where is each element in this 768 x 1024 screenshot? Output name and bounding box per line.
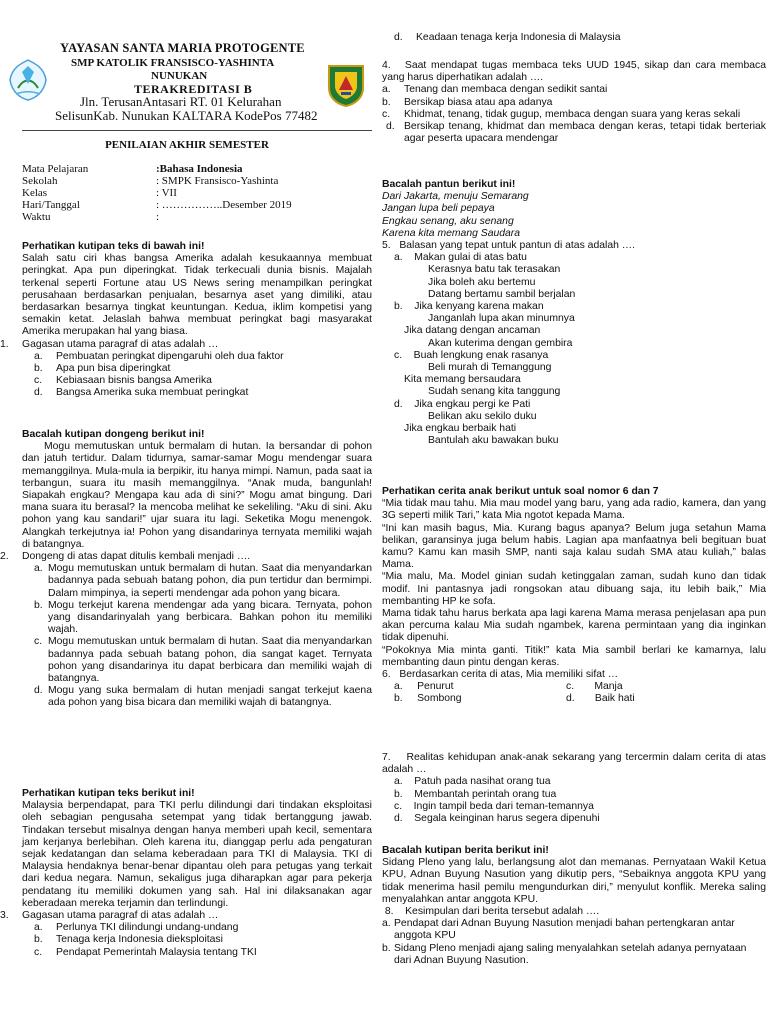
- option[interactable]: [382, 109, 766, 121]
- option-text: Tenaga kerja Indonesia dieksploitasi: [56, 934, 223, 946]
- option-text: Patuh pada nasihat orang tua: [414, 776, 551, 788]
- option-line: Jika kenyang karena makan: [414, 301, 544, 313]
- info-row: [22, 211, 292, 223]
- info-label: Sekolah: [22, 175, 58, 187]
- option[interactable]: [382, 97, 766, 109]
- option-text: Kebiasaan bisnis bangsa Amerika: [56, 375, 212, 387]
- option-line: Sudah senang kita tanggung: [428, 386, 561, 398]
- section-heading: Perhatikan kutipan teks berikut ini!: [22, 788, 195, 799]
- option-text: Khidmat, tenang, tidak gugup, membaca dengan suara yang keras sekali: [404, 108, 741, 120]
- option-row: [382, 681, 766, 693]
- option-line: Buah lengkung enak rasanya: [413, 349, 549, 361]
- option-text: Tenang dan membaca dengan sedikit santai: [404, 84, 608, 96]
- section-heading: Bacalah pantun berikut ini!: [382, 179, 516, 190]
- option[interactable]: [22, 563, 372, 600]
- option[interactable]: [22, 636, 372, 685]
- option-text: Bangsa Amerika suka membuat peringkat: [56, 387, 249, 399]
- info-label: Waktu: [22, 211, 51, 223]
- section-heading: Perhatikan cerita anak berikut untuk soal nomor 6 dan 7: [382, 486, 659, 497]
- option-letter: c.: [394, 800, 403, 812]
- question-text: 7. Realitas kehidupan anak-anak sekarang yang tercermin dalam cerita di atas adalah …: [382, 752, 766, 776]
- option-letter: d.: [34, 387, 43, 399]
- option[interactable]: [382, 918, 766, 942]
- option-line: Kita memang bersaudara: [404, 374, 521, 386]
- option[interactable]: [382, 301, 766, 350]
- address-line-2: SelisunKab. Nunukan KALTARA KodePos 77482: [55, 108, 318, 123]
- info-value: :: [156, 211, 160, 223]
- option-text: Mogu terkejut karena mendengar ada yang bicara. Ternyata, pohon yang disandarinyalah yang berbicara. Bahkan pohon itu memiliki wajah.: [48, 599, 372, 636]
- option[interactable]: [382, 252, 766, 301]
- option-line: Belikan aku sekilo duku: [428, 410, 537, 422]
- option-letter: d.: [34, 685, 43, 697]
- question-4: [382, 60, 766, 145]
- pantun-line: Jangan lupa beli pepaya: [382, 203, 495, 215]
- option[interactable]: [22, 375, 372, 387]
- foundation-name: YAYASAN SANTA MARIA PROTOGENTE: [60, 41, 305, 55]
- info-value: : SMPK Fransisco-Yashinta: [156, 175, 279, 187]
- option-text: Apa pun bisa diperingkat: [56, 363, 171, 375]
- option-letter: a.: [382, 918, 391, 930]
- option[interactable]: [22, 363, 372, 375]
- question-number: 7.: [382, 752, 391, 763]
- option-letter: a.: [394, 776, 403, 788]
- passage-text: Salah satu ciri khas bangsa Amerika adalah kesukaannya membuat peringkat. Apa pun diperingkat. Tidak terkecuali dunia bisnis. Majalah terkenal seperti Fortune atau US News sering menampilkan peringkat perusahaan berdasarkan penjualan, besarnya aset yang dimiliki, atau berdasarkan besarnya tingkat keuntungan. Kedua, iklim kompetisi yang semakin ketat. Jelaslah bahwa membuat peringkat bagi masyarakat Amerika merupakan hal yang biasa.: [22, 253, 372, 338]
- option-text: Segala keinginan harus segera dipenuhi: [414, 813, 600, 825]
- letterhead: [0, 0, 374, 135]
- option-letter: b.: [34, 934, 43, 946]
- question-5: [382, 240, 766, 447]
- question-3-continued: [382, 32, 766, 44]
- info-value: : VII: [156, 187, 177, 199]
- option-line: Bantulah aku bawakan buku: [428, 435, 559, 447]
- option-text: Manja: [594, 681, 623, 693]
- option-letter: b.: [394, 788, 403, 800]
- option[interactable]: [22, 922, 372, 934]
- option-line: Jika datang dengan ancaman: [404, 325, 541, 337]
- question-number: 5.: [382, 240, 391, 252]
- news-section: [382, 845, 766, 967]
- section-2: [0, 429, 372, 710]
- exam-title: PENILAIAN AKHIR SEMESTER: [105, 139, 269, 151]
- option-letter: a.: [394, 252, 403, 264]
- option[interactable]: [382, 84, 766, 96]
- question-text: Gagasan utama paragraf di atas adalah …: [22, 910, 219, 922]
- school-city: NUNUKAN: [151, 70, 208, 82]
- option[interactable]: [382, 789, 766, 801]
- option[interactable]: [382, 350, 766, 399]
- option[interactable]: [22, 351, 372, 363]
- option-text: Baik hati: [594, 693, 635, 705]
- option-text: Bersikap biasa atau apa adanya: [404, 96, 553, 108]
- option-letter: b.: [382, 96, 391, 108]
- option[interactable]: [394, 693, 462, 705]
- question-number: 1.: [0, 338, 9, 350]
- school-logo-left-icon: [6, 58, 50, 102]
- option-letter: b.: [34, 599, 43, 611]
- option[interactable]: [22, 934, 372, 946]
- question-8: [382, 906, 766, 967]
- address-line-1: Jln. TerusanAntasari RT. 01 Kelurahan: [80, 94, 282, 109]
- school-name: SMP KATOLIK FRANSISCO-YASHINTA: [71, 57, 275, 69]
- option-letter: a.: [394, 681, 403, 693]
- option-text: Sombong: [417, 693, 462, 705]
- option-letter: c.: [34, 946, 43, 958]
- info-value: : ……………..Desember 2019: [156, 199, 292, 211]
- passage-text: Malaysia berpendapat, para TKI perlu dilindungi dari tindakan eksploitasi oleh sebagian pengusaha setempat yang tidak bertanggung jawab. Tindakan tersebut misalnya dengan hanya memberi upah kecil, sementara jam kerjanya berlebihan. Oleh karena itu, dianggap perlu ada pengaturan sejak kedatangan dan selama keberadaan para TKI di Malaysia. TKI di Malaysia hendaknya benar-benar dipantau oleh para petugas yang terkait dari kedua negara. Namun, sekaligus juga diharapkan agar para pekerja pendatang itu memiliki dokumen yang sah. Hal ini dilaksanakan agar keberadaan mereka terjamin dan terlindungi.: [22, 800, 372, 909]
- option-text: Mogu memutuskan untuk bermalam di hutan. Saat dia menyandarkan badannya pada sebuah batang pohon, dia sangat kaget. Ternyata pohon yang disandarinya itu dapat berbicara dan memiliki wajah di batangnya.: [48, 636, 372, 685]
- option-text: Mogu memutuskan untuk bermalam di hutan. Saat dia menyandarkan badannya pada sebuah batang pohon, dia pun tertidur dan bermimpi. Dalam mimpinya, ia seperti mendengar ada pohon yang bicara.: [48, 563, 372, 599]
- info-label: Mata Pelajaran: [22, 163, 89, 175]
- regency-emblem-icon: [325, 62, 367, 108]
- option-letter: a.: [34, 563, 43, 575]
- section-1: [0, 241, 372, 400]
- info-value: :Bahasa Indonesia: [156, 163, 243, 175]
- question-2: [0, 551, 372, 710]
- info-row: [22, 163, 292, 175]
- info-row: [22, 199, 292, 211]
- story-section: [382, 486, 766, 705]
- option-letter: b.: [394, 301, 403, 313]
- option-text: Mogu yang suka bermalam di hutan menjadi sangat terkejut kaena ada pohon yang bisa bicara dan memiliki wajah di batangnya.: [48, 685, 372, 709]
- question-text: Dongeng di atas dapat ditulis kembali menjadi ….: [22, 551, 251, 563]
- info-label: Kelas: [22, 187, 48, 199]
- option-letter: a.: [34, 922, 43, 934]
- option[interactable]: [382, 32, 766, 44]
- option[interactable]: [382, 121, 766, 145]
- option[interactable]: [566, 681, 623, 693]
- option-line: Akan kuterima dengan gembira: [428, 337, 573, 349]
- option-line: Jika boleh aku bertemu: [428, 276, 536, 288]
- option-line: Makan gulai di atas batu: [414, 252, 527, 264]
- option-line: Jika engkau berbaik hati: [404, 423, 517, 435]
- option-text: Pendapat dari Adnan Buyung Nasution menjadi bahan pertengkaran antar anggota KPU: [394, 918, 735, 942]
- info-row: [22, 175, 292, 187]
- option-line: Beli murah di Temanggung: [428, 362, 552, 374]
- story-paragraph: “Pokoknya Mia minta ganti. Titik!” kata Mia sambil berlari ke kamarnya, lalu membanting daun pintu dengan keras.: [382, 644, 766, 668]
- option-letter: d.: [394, 813, 403, 825]
- option-letter: b.: [34, 363, 43, 375]
- option-text: Membantah perintah orang tua: [414, 788, 557, 800]
- option-letter: a.: [34, 350, 43, 362]
- question-number: 2.: [0, 551, 9, 563]
- option[interactable]: [22, 600, 372, 637]
- option[interactable]: [382, 813, 766, 825]
- question-3: [0, 910, 372, 959]
- option-letter: d.: [386, 121, 395, 133]
- option-letter: c.: [382, 108, 391, 120]
- option-text: Pendapat Pemerintah Malaysia tentang TKI: [56, 946, 257, 958]
- option[interactable]: [382, 801, 766, 813]
- option-line: Jika engkau pergi ke Pati: [414, 398, 531, 410]
- option-text: Ingin tampil beda dari teman-temannya: [413, 800, 594, 812]
- question-1: [0, 338, 372, 400]
- question-6: [382, 669, 766, 705]
- question-text: Gagasan utama paragraf di atas adalah …: [22, 338, 219, 350]
- question-text: 4. Saat mendapat tugas membaca teks UUD 1945, sikap dan cara membaca yang harus diperhatikan adalah ….: [382, 60, 766, 84]
- option-letter: d.: [394, 32, 403, 43]
- news-text: Sidang Pleno yang lalu, berlangsung alot dan memanas. Pernyataan Wakil Ketua KPU, Adnan Buyung Nasution yang dikutip pers, “Sebaiknya anggota KPU yang tidak menerima hasil pemilu mengundurkan diri,” menyulut konflik. Mereka saling menyalahkan antar anggota KPU.: [382, 857, 766, 905]
- section-3: [0, 788, 372, 959]
- option[interactable]: [382, 399, 766, 448]
- pantun-line: Dari Jakarta, menuju Semarang: [382, 191, 529, 203]
- option[interactable]: [394, 681, 454, 693]
- option[interactable]: [22, 387, 372, 399]
- story-paragraph: “Mia malu, Ma. Model ginian sudah ketinggalan zaman, sudah kuno dan tidak modif. Ini pantasnya jadi rongsokan atau dibuang saja, itu lebih baik,” Mia membanting HP ke sofa.: [382, 571, 766, 607]
- pantun-line: Engkau senang, aku senang: [382, 215, 514, 227]
- option[interactable]: [566, 693, 635, 705]
- option-letter: c.: [566, 681, 575, 693]
- accreditation: TERAKREDITASI B: [134, 82, 253, 96]
- question-number: 4.: [382, 60, 391, 71]
- option-text: Pembuatan peringkat dipengaruhi oleh dua faktor: [56, 350, 284, 362]
- header-divider: [22, 130, 372, 131]
- option-letter: b.: [382, 942, 391, 954]
- option-line: Kerasnya batu tak terasakan: [428, 264, 561, 276]
- option-letter: d.: [394, 398, 403, 410]
- option-text: Keadaan tenaga kerja Indonesia di Malaysia: [416, 32, 621, 43]
- passage-text: Mogu memutuskan untuk bermalam di hutan. Ia bersandar di pohon dan jatuh tertidur. Dalam tidurnya, samar-samar Mogu mendengar suara memanggilnya. Mula-mula ia berpikir, itu hanya mimpi. Namun, pada saat ia terbangun, suara itu masih memanggilnya. “Anak muda, bangunlah! Siapakah engkau? Mengapa kau ada di sini?” Mogu amat bingung. Dari mana suara itu berasal? Ia mencoba melihat ke sekeliling. “Aku di sini. Aku pohon yang kau sandari!” ujar suara itu lagi. Seketika Mogu menengok. Alangkah terkejutnya ia! Pohon yang disandarinya ternyata memiliki wajah di batangnya.: [22, 441, 372, 550]
- section-heading: Bacalah kutipan dongeng berikut ini!: [22, 429, 205, 440]
- question-text: 8. Kesimpulan dari berita tersebut adalah ….: [384, 906, 600, 918]
- section-heading: Bacalah kutipan berita berikut ini!: [382, 845, 549, 856]
- option-text: Penurut: [417, 681, 454, 693]
- question-text: 5. Balasan yang tepat untuk pantun di atas adalah ….: [382, 240, 636, 252]
- option[interactable]: [22, 947, 372, 959]
- option[interactable]: [382, 776, 766, 788]
- option-text: Perlunya TKI dilindungi undang-undang: [56, 922, 239, 934]
- option-letter: d.: [566, 693, 575, 705]
- option-line: Datang bertamu sambil berjalan: [428, 288, 576, 300]
- pantun-section: [382, 179, 766, 447]
- exam-info: [22, 163, 292, 223]
- option-letter: b.: [394, 693, 403, 705]
- section-heading: Perhatikan kutipan teks di bawah ini!: [22, 241, 205, 252]
- option-text: Bersikap tenang, khidmat dan membaca dengan keras, tetapi tidak berteriak agar peserta upacara mendengar: [404, 121, 766, 145]
- option-letter: c.: [394, 349, 403, 361]
- option-letter: a.: [382, 84, 391, 96]
- info-label: Hari/Tanggal: [22, 199, 80, 211]
- story-paragraph: “Mia tidak mau tahu. Mia mau model yang baru, yang ada radio, kamera, dan yang 3G seperti milik Tari,” kata Mia ngotot kepada Mama.: [382, 498, 766, 522]
- question-number: 6.: [382, 669, 391, 681]
- question-text: 6. Berdasarkan cerita di atas, Mia memiliki sifat …: [382, 669, 619, 681]
- pantun-line: Karena kita memang Saudara: [382, 227, 521, 239]
- option-line: Janganlah lupa akan minumnya: [428, 313, 575, 325]
- option[interactable]: [22, 685, 372, 709]
- story-paragraph: Mama tidak tahu harus berkata apa lagi karena Mama merasa penjelasan apa pun akan percuma kalau Mia sudah ngambek, karena permintaan yang dia inginkan tidak dipenuhi.: [382, 608, 766, 644]
- info-row: [22, 187, 292, 199]
- question-number: 8.: [384, 906, 394, 918]
- option-letter: c.: [34, 375, 43, 387]
- option-letter: c.: [34, 636, 43, 648]
- option-text: Sidang Pleno menjadi ajang saling menyalahkan setelah adanya pernyataan dari Adnan Buyung Nasution.: [394, 942, 747, 966]
- story-paragraph: “Ini kan masih bagus, Mia. Kurang bagus apanya? Belum juga setahun Mama belikan, garansinya juga belum habis. Lagian apa manfaatnya beli begituan buat kamu? Kamu kan masih SMP, nanti saja kalau sudah SMA atau kuliah,” balas Mama.: [382, 522, 766, 571]
- question-number: 3.: [0, 910, 9, 922]
- question-7: [382, 752, 766, 825]
- option-row: [382, 693, 766, 705]
- option[interactable]: [382, 943, 766, 967]
